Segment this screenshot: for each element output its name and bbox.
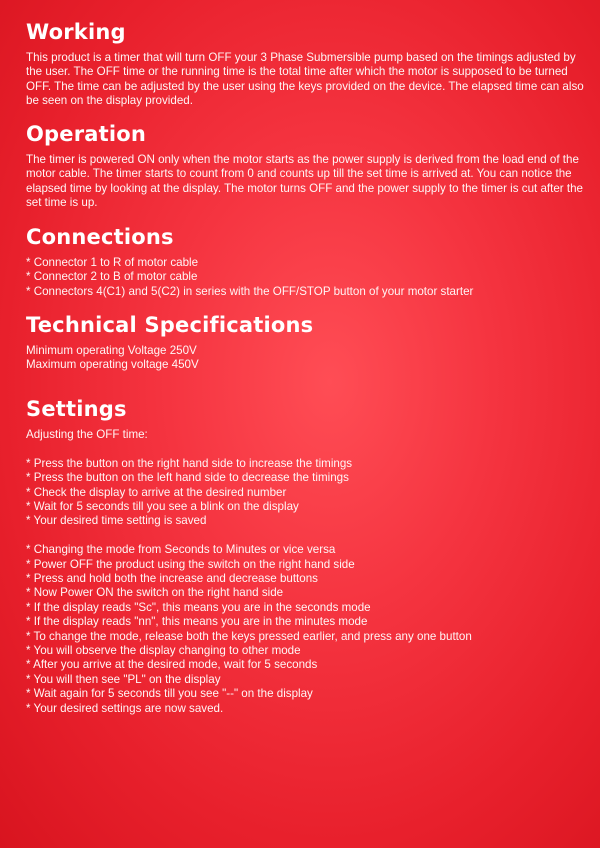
list-item: * Connector 1 to R of motor cable	[26, 256, 199, 269]
list-item: * Changing the mode from Seconds to Minutes or vice versa	[26, 543, 336, 557]
list-item: * Wait again for 5 seconds till you see "--" on the display	[26, 687, 313, 701]
list-item: * Now Power ON the switch on the right hand side	[26, 586, 284, 600]
list-item: * Check the display to arrive at the desired number	[26, 485, 287, 499]
connections-list	[26, 256, 586, 299]
working-heading: Working	[26, 20, 126, 44]
list-item: * Wait for 5 seconds till you see a blink on the display	[26, 500, 299, 514]
list-item: * If the display reads "nn", this means you are in the minutes mode	[26, 615, 368, 629]
technical-section	[26, 312, 586, 373]
list-item: * Your desired time setting is saved	[26, 514, 207, 528]
list-item: * Power OFF the product using the switch on the right hand side	[26, 557, 355, 571]
operation-body: The timer is powered ON only when the motor starts as the power supply is derived from the load end of the motor cable. The timer starts to count from 0 and counts up till the set time is arrived at. You can notice the elapsed time by looking at the display. The motor turns OFF and the power supply to the timer is cut after the set time is up.	[26, 153, 583, 210]
working-section	[26, 19, 586, 109]
technical-heading: Technical Specifications	[26, 313, 314, 337]
settings-section	[26, 396, 586, 716]
connections-section	[26, 224, 586, 299]
list-item: Maximum operating voltage 450V	[26, 358, 199, 372]
list-item: * Press the button on the left hand side to decrease the timings	[26, 471, 349, 485]
list-item: * Connector 2 to B of motor cable	[26, 270, 198, 284]
list-item: * Your desired settings are now saved.	[26, 701, 224, 715]
list-item: * You will observe the display changing to other mode	[26, 644, 301, 658]
technical-list	[26, 344, 586, 373]
list-item: Minimum operating Voltage 250V	[26, 344, 197, 357]
list-item: * Press the button on the right hand side to increase the timings	[26, 456, 353, 470]
list-item: * Press and hold both the increase and decrease buttons	[26, 572, 318, 586]
operation-heading: Operation	[26, 122, 147, 146]
working-body: This product is a timer that will turn OFF your 3 Phase Submersible pump based on the timings adjusted by the user. The OFF time or the running time is the total time after which the motor is supposed to be turned OFF. The time can be adjusted by the user using the keys provided on the device. The elapsed time can also be seen on the display provided.	[26, 51, 584, 108]
operation-section	[26, 121, 586, 211]
settings-intro: Adjusting the OFF time:	[26, 428, 148, 441]
list-item: * To change the mode, release both the keys pressed earlier, and press any one button	[26, 629, 472, 643]
list-item: * You will then see "PL" on the display	[26, 672, 221, 686]
list-item: * If the display reads "Sc", this means you are in the seconds mode	[26, 600, 371, 614]
list-item: * Connectors 4(C1) and 5(C2) in series with the OFF/STOP button of your motor starter	[26, 284, 474, 298]
list-item: * After you arrive at the desired mode, wait for 5 seconds	[26, 658, 318, 672]
connections-heading: Connections	[26, 225, 174, 249]
settings-body	[26, 428, 586, 716]
settings-heading: Settings	[26, 397, 127, 421]
